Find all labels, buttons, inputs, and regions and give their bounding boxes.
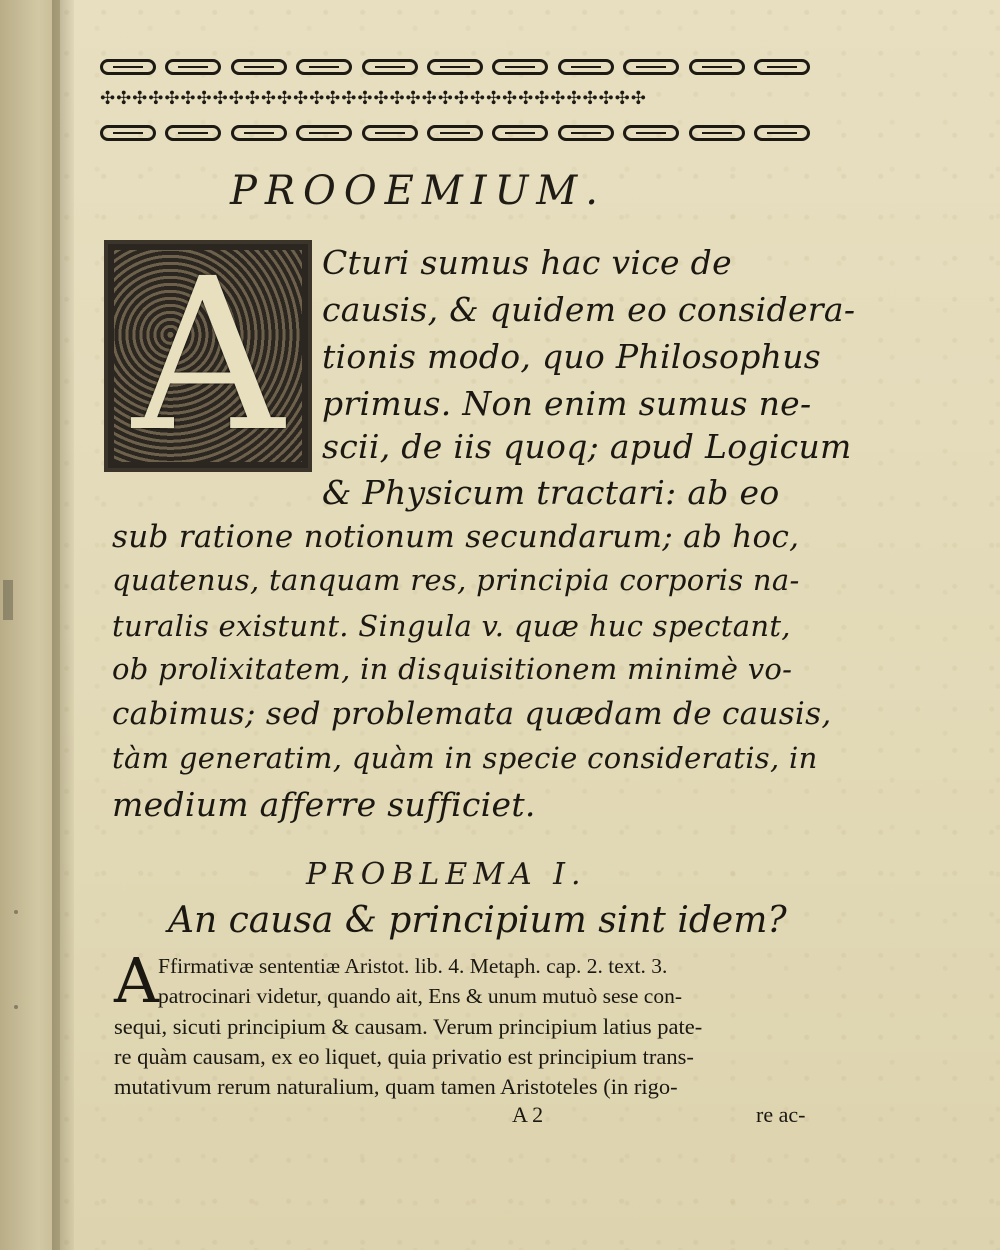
margin-dot xyxy=(14,910,18,914)
ornament-loop xyxy=(296,125,352,141)
text-line: Ffirmativæ sententiæ Aristot. lib. 4. Metaph. cap. 2. text. 3. xyxy=(158,954,668,978)
decorated-initial xyxy=(104,233,312,478)
ornament-loop xyxy=(362,125,418,141)
ornament-loop xyxy=(100,59,156,75)
initial-letter: A xyxy=(132,233,284,478)
ornament-loop-row-bottom xyxy=(100,122,810,144)
ornament-loop xyxy=(492,59,548,75)
ornament-star-row: ✣✣✣✣✣✣✣✣✣✣✣✣✣✣✣✣✣✣✣✣✣✣✣✣✣✣✣✣✣✣✣✣✣✣ xyxy=(100,88,647,109)
ornament-loop xyxy=(362,59,418,75)
ornament-loop xyxy=(427,59,483,75)
text-line: quatenus, tanquam res, principia corporis na- xyxy=(112,563,800,597)
problema-heading: PROBLEMA I. xyxy=(306,857,587,892)
text-line: mutativum rerum naturalium, quam tamen Aristoteles (in rigo- xyxy=(114,1074,678,1099)
problema-question: An causa & principium sint idem? xyxy=(168,900,787,941)
text-line: tàm generatim, quàm in specie consideratis, in xyxy=(112,741,818,775)
ornament-loop xyxy=(623,59,679,75)
ornament-loop xyxy=(558,59,614,75)
ornamental-headpiece xyxy=(100,56,810,146)
ornament-loop xyxy=(689,125,745,141)
ornament-loop xyxy=(427,125,483,141)
ornament-loop xyxy=(558,125,614,141)
text-line: ob prolixitatem, in disquisitionem minimè vo- xyxy=(112,652,793,686)
text-line: sequi, sicuti principium & causam. Verum principium latius pate- xyxy=(114,1014,703,1039)
margin-mark xyxy=(3,580,13,620)
ornament-loop-row-top xyxy=(100,56,810,78)
page-title: PROOEMIUM. xyxy=(230,168,606,214)
ornament-loop xyxy=(754,125,810,141)
margin-dot xyxy=(14,1005,18,1009)
text-line: medium afferre sufficiet. xyxy=(112,785,536,824)
text-line: re quàm causam, ex eo liquet, quia privatio est principium trans- xyxy=(114,1044,694,1069)
text-line: sub ratione notionum secundarum; ab hoc, xyxy=(112,519,800,555)
text-line: Cturi sumus hac vice de xyxy=(322,243,732,282)
ornament-loop xyxy=(165,125,221,141)
problema-initial: A xyxy=(114,944,159,1017)
text-line: patrocinari videtur, quando ait, Ens & unum mutuò sese con- xyxy=(158,984,682,1008)
text-line: cabimus; sed problemata quædam de causis, xyxy=(112,696,832,732)
text-line: turalis existunt. Singula v. quæ huc spectant, xyxy=(112,609,791,643)
text-line: scii, de iis quoq; apud Logicum xyxy=(322,427,852,466)
ornament-loop xyxy=(492,125,548,141)
ornament-loop xyxy=(623,125,679,141)
text-line: & Physicum tractari: ab eo xyxy=(322,473,780,512)
ornament-loop xyxy=(754,59,810,75)
text-line: primus. Non enim sumus ne- xyxy=(322,384,812,423)
book-gutter xyxy=(52,0,74,1250)
catchword: re ac- xyxy=(756,1102,806,1127)
ornament-loop xyxy=(231,125,287,141)
signature-mark: A 2 xyxy=(512,1102,544,1127)
ornament-loop xyxy=(100,125,156,141)
ornament-loop xyxy=(689,59,745,75)
ornament-loop xyxy=(231,59,287,75)
text-line: tionis modo, quo Philosophus xyxy=(322,337,821,376)
text-line: causis, & quidem eo considera- xyxy=(322,290,856,329)
ornament-loop xyxy=(296,59,352,75)
ornament-loop xyxy=(165,59,221,75)
